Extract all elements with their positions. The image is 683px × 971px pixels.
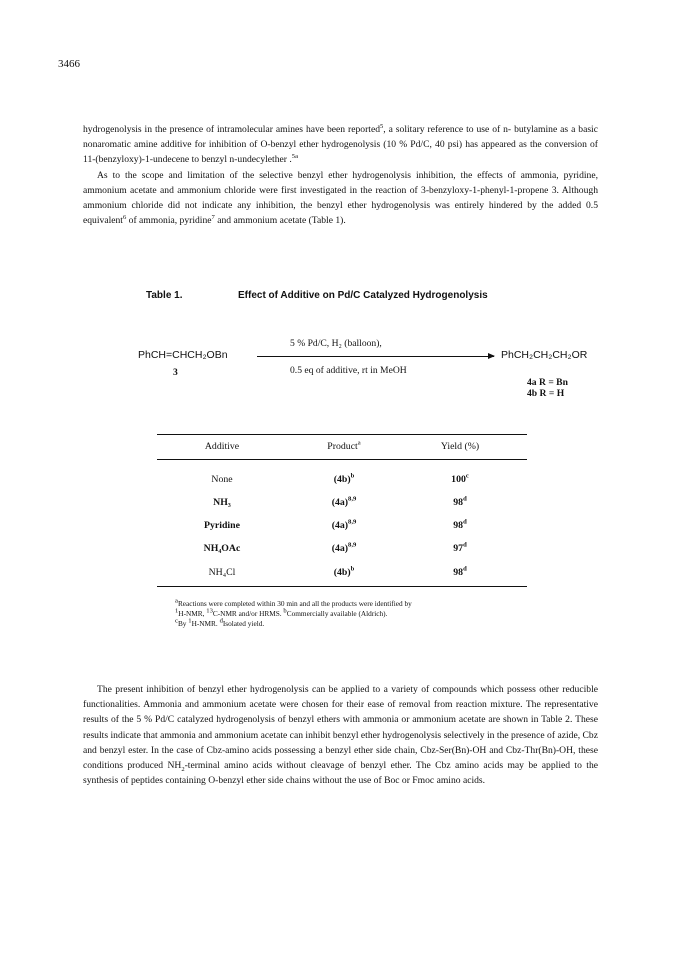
paragraph-results: The present inhibition of benzyl ether hydrogenolysis can be applied to a variety of compounds which possess other reducible functionalities. Ammonia and ammonium acetate were chosen for their ease of removal from reaction mixture. The representative results of the 5 % Pd/C catalyzed hydrogenolysis of benzyl ethers with ammonia or ammonium acetate are shown in Table 2. These results indicate that ammonia and ammonium acetate can inhibit benzyl ether hydrogenolysis selectively in the presence of azide, Cbz and benzyl ester. In the case of Cbz-amino acids possessing a benzyl ether side chain, Cbz-Ser(Bn)-OH and Cbz-Thr(Bn)-OH, these conditions produced $NH_2$-terminal amino acids without cleavage of benzyl ether. The Cbz amino acids may be applied to the synthesis of peptides containing O-benzyl ether side chains without the use of Boc or Fmoc amino acids. <box>83 684 598 787</box>
paragraph3-text-b: -terminal amino acids without cleavage of benzyl ether. The Cbz amino acids may be applied to the synthesis of peptides containing O-benzyl ether side chains without the use of Boc or Fmoc amino acids. <box>83 760 598 787</box>
paragraph2-text-b: of ammonia, pyridine <box>126 215 212 227</box>
paragraph2-text: As to the scope and limitation of the selective benzyl ether hydrogenolysis inhibition, the effects of ammonia, pyridine, ammonium acetate and ammonium chloride were first investigated in the reaction of 3-benzyloxy-1-phenyl-1-propene 3. Although ammonium chloride did not indicate any inhibition, the benzyl ether hydrogenolysis was entirely hindered by the added 0.5 equivalent <box>83 169 598 227</box>
reactant-number: 3 <box>173 367 178 378</box>
header-additive: Additive <box>204 441 240 452</box>
table-title: Effect of Additive on Pd/C Catalyzed Hydrogenolysis <box>238 290 488 301</box>
ref-5: 5 <box>380 122 384 130</box>
conditions-bottom: 0.5 eq of additive, rt in MeOH <box>290 365 407 376</box>
row-additive: None <box>211 474 233 485</box>
paragraph3-text: The present inhibition of benzyl ether hydrogenolysis can be applied to a variety of compounds which possess other reducible functionalities. Ammonia and ammonium acetate were chosen for their ease of removal from reaction mixture. The representative results of the 5 % Pd/C catalyzed hydrogenolysis of benzyl ethers with ammonia or ammonium acetate are shown in Table 2. These results indicate that ammonia and ammonium acetate can inhibit benzyl ether hydrogenolysis selectively in the presence of azide, Cbz and benzyl ester. In the case of Cbz-amino acids possessing a benzyl ether side chain, Cbz-Ser(Bn)-OH and Cbz-Thr(Bn)-OH, these conditions produced NH <box>83 684 598 772</box>
product-4b: 4b R = H <box>527 388 565 399</box>
paragraph1-line2: butylamine as a basic nonaromatic amine additive for inhibition of O-benzyl ether hydrogenolysis (10 % Pd/C, <box>83 124 598 151</box>
header-yield: Yield (%) <box>440 441 480 452</box>
reactant: PhCH=CHCH₂OBn <box>138 349 228 361</box>
row-yield: 100$^c$ <box>451 472 469 485</box>
ref-6: 6 <box>122 214 127 222</box>
paragraph2-text-c: and ammonium acetate (Table 1). <box>214 215 346 227</box>
reaction-arrow <box>257 356 494 357</box>
row-yield: 98$^d$ <box>453 518 467 531</box>
table-top-rule <box>157 434 527 435</box>
row-additive: Pyridine <box>204 520 240 531</box>
table-bottom-rule <box>157 586 527 587</box>
product-4a: 4a R = Bn <box>527 377 568 388</box>
page-number: 3466 <box>58 58 80 70</box>
table-header-rule <box>157 459 527 460</box>
row-yield: 98$^d$ <box>453 565 467 578</box>
paragraph1-line1-end: , a solitary reference to use of n- <box>383 124 512 135</box>
paragraph1-line1: hydrogenolysis in the presence of intramolecular amines have been reported <box>83 124 380 135</box>
ref-5a: 5a <box>291 153 298 161</box>
row-product: $(4a)^{8,9}$ <box>331 541 357 554</box>
product: PhCH₂CH₂CH₂OR <box>501 349 588 361</box>
row-product: $(4b)^b$ <box>333 565 355 578</box>
row-product: $(4a)^{8,9}$ <box>331 518 357 531</box>
row-product: $(4a)^{8,9}$ <box>331 495 357 508</box>
header-product: Product$^a$ <box>327 439 361 452</box>
ref-7: 7 <box>211 214 215 222</box>
row-product: $(4b)^b$ <box>333 472 355 485</box>
row-additive: NH₃ <box>213 497 231 508</box>
row-yield: 98$^d$ <box>453 495 467 508</box>
table-footnotes: $^a$Reactions were completed within 30 min and all the products were identified by $^1$H-NMR, $^{13}$C-NMR and/or HRMS. $^b$Commercially available (Aldrich). $^c$By $^1$H-NMR. $^d$Isolated yield. <box>175 597 412 628</box>
row-additive: NH₄OAc <box>203 543 241 554</box>
row-additive: NH₄Cl <box>208 567 236 578</box>
conditions-top: 5 % Pd/C, H₂ (balloon), <box>290 338 382 349</box>
paragraph-intro <box>83 122 598 228</box>
table-caption <box>146 290 488 301</box>
table-label: Table 1. <box>146 290 183 301</box>
row-yield: 97$^d$ <box>453 541 467 554</box>
paragraph1-line3: 40 psi) has appeared as the conversion of 11-(benzyloxy)-1-undecene to benzyl n-undecylether . <box>83 139 598 166</box>
